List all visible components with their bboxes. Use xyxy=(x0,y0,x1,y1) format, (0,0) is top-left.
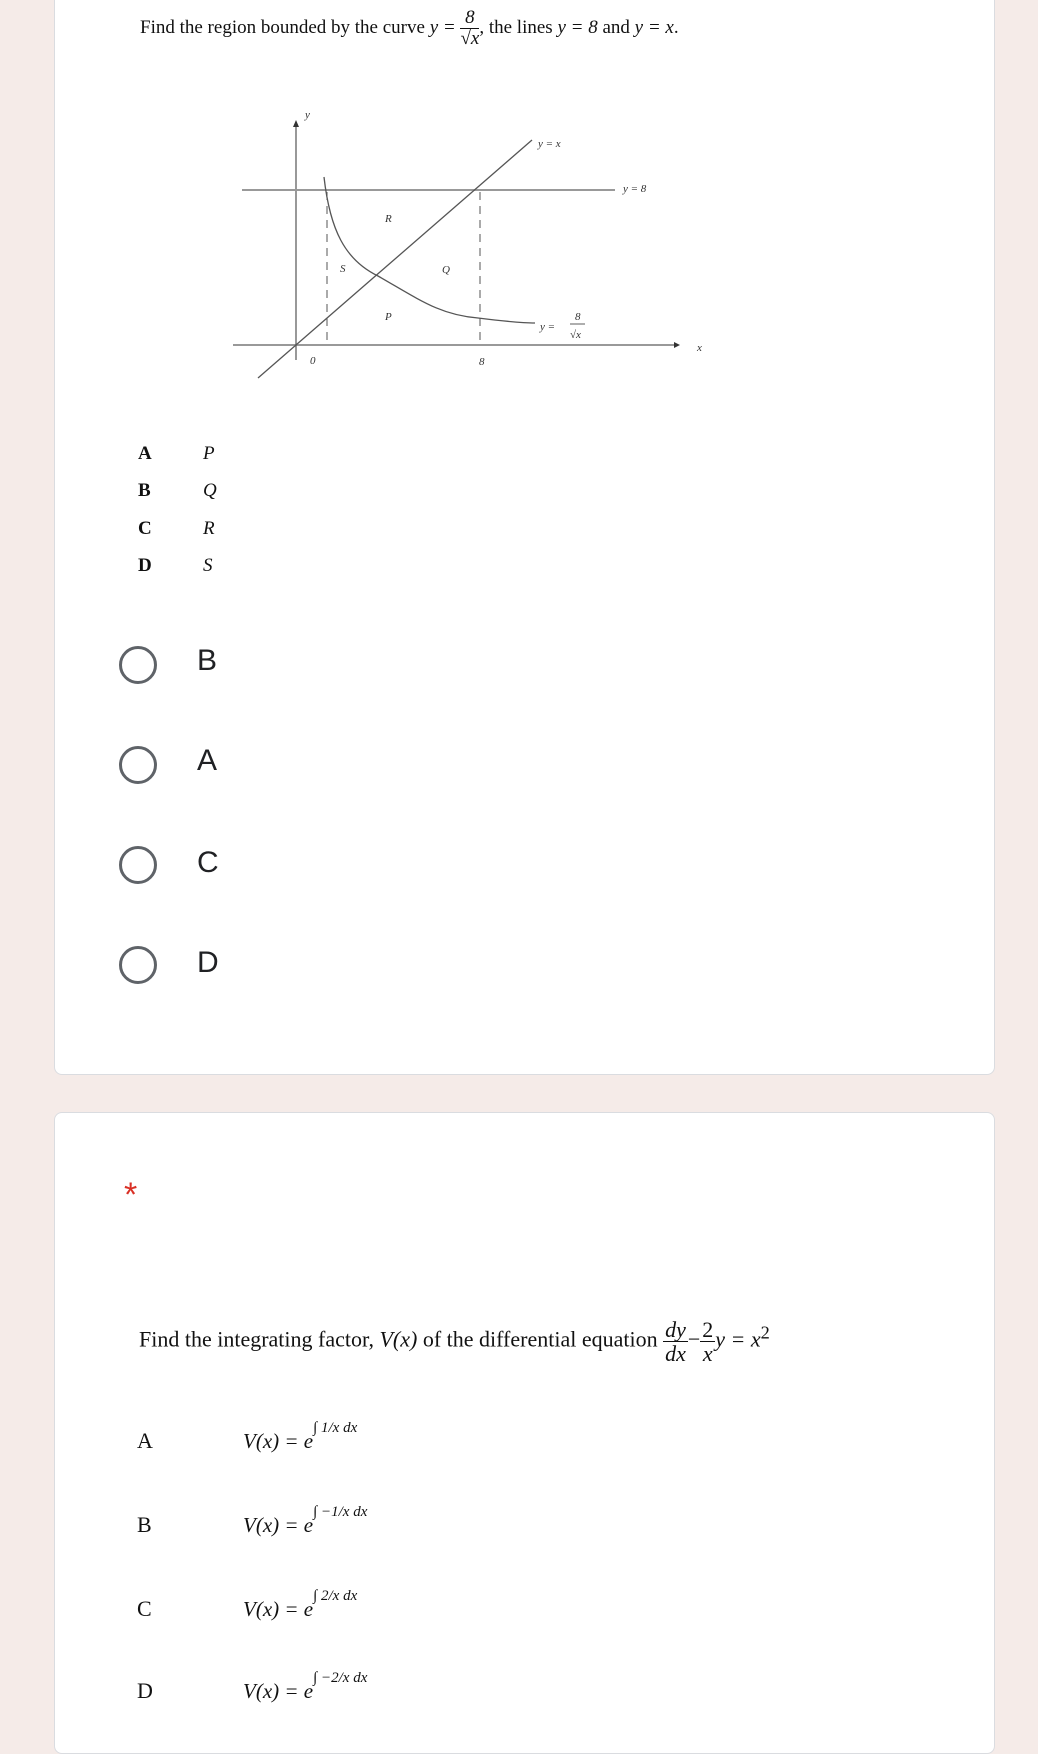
region-s-label: S xyxy=(340,263,346,275)
q2-minus: − xyxy=(687,1326,701,1352)
option-d-letter: D xyxy=(138,555,152,576)
q2-option-a-formula xyxy=(243,1420,358,1454)
question-2-text xyxy=(139,1318,770,1365)
option-c-value: R xyxy=(203,518,215,539)
region-r-label: R xyxy=(385,213,392,225)
radio-choice-c[interactable] xyxy=(119,846,157,884)
x-axis-label: x xyxy=(697,342,702,354)
q2-option-a-letter: A xyxy=(137,1428,153,1453)
q2-option-d-letter: D xyxy=(137,1678,153,1703)
q2-option-d-lhs: V(x) = e xyxy=(243,1679,314,1703)
q2-option-a-lhs: V(x) = e xyxy=(243,1429,314,1453)
curve-label-den: √x xyxy=(570,329,581,341)
q2-x: x xyxy=(702,1341,713,1367)
radio-choice-b[interactable] xyxy=(119,646,157,684)
q2-rhs: y = x xyxy=(715,1326,761,1352)
q2-prefix: Find the integrating factor, xyxy=(139,1326,374,1352)
line-y-x-label: y = x xyxy=(538,138,561,150)
q1-and: and xyxy=(602,16,630,38)
q2-option-b-formula xyxy=(243,1504,368,1538)
q1-middle: , the lines xyxy=(479,16,553,38)
q2-option-b-lhs: V(x) = e xyxy=(243,1513,314,1537)
q2-dx: dx xyxy=(665,1341,686,1367)
y-axis-arrow-icon xyxy=(293,120,299,127)
y-axis-label: y xyxy=(305,109,310,121)
q2-option-c-exp: ∫ 2/x dx xyxy=(313,1588,358,1604)
option-a-value: P xyxy=(203,443,215,464)
q2-two: 2 xyxy=(702,1317,714,1342)
curve-8-over-sqrt-x xyxy=(324,177,535,323)
q1-prefix: Find the region bounded by the curve xyxy=(140,16,425,38)
option-b-letter: B xyxy=(138,480,151,501)
required-asterisk: * xyxy=(124,1176,138,1214)
q2-dy: dy xyxy=(665,1317,686,1342)
option-c-letter: C xyxy=(138,518,152,539)
question-card-2 xyxy=(54,1112,995,1754)
region-p-label: P xyxy=(385,311,392,323)
radio-label-b[interactable]: B xyxy=(197,644,218,677)
q2-option-b-letter: B xyxy=(137,1512,152,1537)
q1-line1: y = 8 xyxy=(557,16,598,38)
origin-label: 0 xyxy=(310,355,316,367)
q2-two-over-x xyxy=(700,1318,715,1365)
radio-label-a[interactable]: A xyxy=(197,744,218,777)
q1-line2: y = x xyxy=(634,16,674,38)
curve-label-lhs: y = xyxy=(540,321,556,333)
radio-label-c[interactable]: C xyxy=(197,846,219,879)
q2-option-c-formula xyxy=(243,1588,358,1622)
q1-period: . xyxy=(673,16,679,38)
q2-middle: of the differential equation xyxy=(422,1326,658,1352)
tick-8-label: 8 xyxy=(479,356,485,368)
q1-curve-num: 8 xyxy=(460,8,479,29)
q2-option-d-exp: ∫ −2/x dx xyxy=(313,1670,368,1686)
q2-dydx xyxy=(663,1318,688,1365)
region-diagram xyxy=(0,0,1038,420)
radio-choice-d[interactable] xyxy=(119,946,157,984)
curve-label-num: 8 xyxy=(575,311,581,323)
q2-option-c-letter: C xyxy=(137,1596,152,1621)
q2-rhs-exp: 2 xyxy=(760,1322,770,1343)
q1-curve-lhs: y = xyxy=(429,16,456,38)
q2-option-b-exp: ∫ −1/x dx xyxy=(313,1504,368,1520)
radio-label-d[interactable]: D xyxy=(197,946,219,979)
q1-curve-den: √x xyxy=(460,27,480,49)
q2-option-d-formula xyxy=(243,1670,368,1704)
q2-option-a-exp: ∫ 1/x dx xyxy=(313,1420,358,1436)
option-a-letter: A xyxy=(138,443,152,464)
option-d-value: S xyxy=(203,555,213,576)
line-y-x xyxy=(258,140,532,378)
q2-option-c-lhs: V(x) = e xyxy=(243,1597,314,1621)
line-y-8-label: y = 8 xyxy=(623,183,647,195)
radio-choice-a[interactable] xyxy=(119,746,157,784)
option-b-value: Q xyxy=(203,480,217,501)
region-q-label: Q xyxy=(442,264,450,276)
q2-vx: V(x) xyxy=(379,1326,418,1352)
x-axis-arrow-icon xyxy=(674,342,680,348)
